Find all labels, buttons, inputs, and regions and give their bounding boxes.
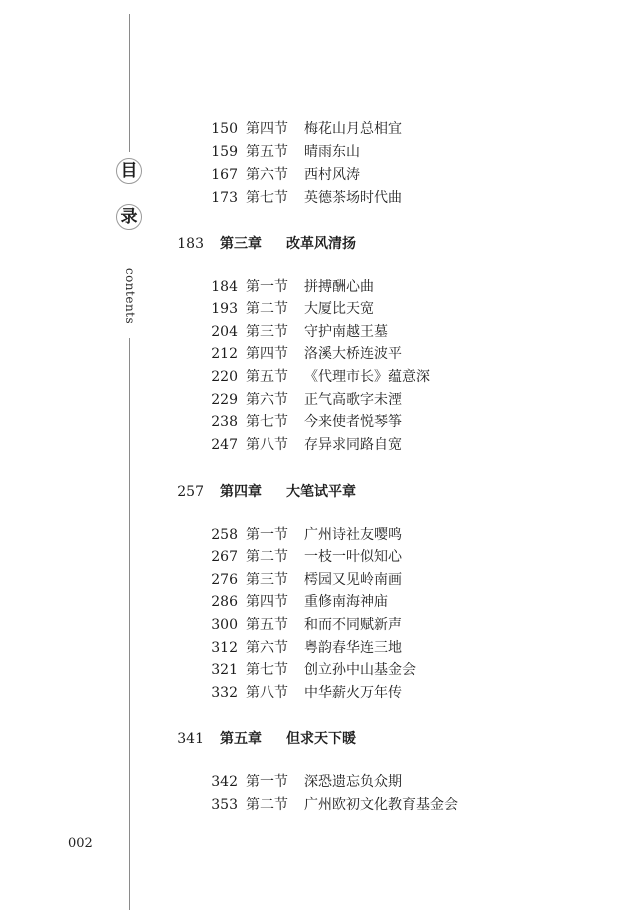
toc-heading-char-lu: 录 — [120, 207, 138, 227]
toc-page-number: 300 — [211, 617, 238, 633]
toc-entry-title: 梅花山月总相宜 — [304, 121, 402, 137]
toc-chapter-title: 大笔试平章 — [286, 484, 356, 500]
toc-section-label: 第八节 — [246, 437, 288, 453]
toc-section-label: 第二节 — [246, 301, 288, 317]
toc-section-label: 第八节 — [246, 685, 288, 701]
toc-chapter-label: 第四章 — [220, 484, 262, 500]
toc-chapter-label: 第三章 — [220, 236, 262, 252]
toc-page-number: 159 — [211, 144, 238, 160]
toc-heading-char-mu: 目 — [120, 161, 138, 181]
toc-section-label: 第二节 — [246, 797, 288, 813]
toc-page-number: 258 — [211, 527, 238, 543]
toc-entry-title: 广州诗社友嘤鸣 — [304, 527, 402, 543]
toc-page-number: 341 — [177, 731, 204, 747]
toc-entry-title: 守护南越王墓 — [304, 324, 388, 340]
toc-page-number: 286 — [211, 594, 238, 610]
toc-page-number: 193 — [211, 301, 238, 317]
toc-entry-title: 西村风涛 — [304, 167, 360, 183]
toc-chapter-label: 第五章 — [220, 731, 262, 747]
toc-page-number: 312 — [211, 640, 238, 656]
margin-rule-bottom — [129, 338, 130, 910]
toc-section-label: 第四节 — [246, 121, 288, 137]
toc-entry-title: 和而不同赋新声 — [304, 617, 402, 633]
toc-page-number: 229 — [211, 392, 238, 408]
toc-section-label: 第六节 — [246, 640, 288, 656]
toc-page-number: 173 — [211, 190, 238, 206]
toc-entry-title: 粤韵春华连三地 — [304, 640, 402, 656]
toc-page-number: 220 — [211, 369, 238, 385]
toc-section-label: 第七节 — [246, 190, 288, 206]
toc-section-label: 第四节 — [246, 594, 288, 610]
toc-entry-title: 大厦比天宽 — [304, 301, 374, 317]
toc-section-label: 第七节 — [246, 662, 288, 678]
toc-entry-title: 重修南海神庙 — [304, 594, 388, 610]
toc-page-number: 321 — [211, 662, 238, 678]
toc-entry-title: 深恐遗忘负众期 — [304, 774, 402, 790]
toc-section-label: 第四节 — [246, 346, 288, 362]
page-number: 002 — [68, 836, 93, 851]
toc-page-number: 247 — [211, 437, 238, 453]
toc-page-number: 257 — [177, 484, 204, 500]
toc-section-label: 第六节 — [246, 392, 288, 408]
toc-page-number: 342 — [211, 774, 238, 790]
toc-section-label: 第二节 — [246, 549, 288, 565]
toc-entry-title: 今来使者悦琴筝 — [304, 414, 402, 430]
toc-chapter-title: 但求天下暖 — [286, 731, 356, 747]
toc-entry-title: 一枝一叶似知心 — [304, 549, 402, 565]
toc-entry-title: 存异求同路自宽 — [304, 437, 402, 453]
toc-page-number: 183 — [177, 236, 204, 252]
toc-entry-title: 创立孙中山基金会 — [304, 662, 416, 678]
toc-page-number: 184 — [211, 279, 238, 295]
toc-chapter-title: 改革风清扬 — [286, 236, 356, 252]
toc-page-number: 150 — [211, 121, 238, 137]
margin-rule-top — [129, 14, 130, 152]
toc-section-label: 第五节 — [246, 369, 288, 385]
toc-entry-title: 英德茶场时代曲 — [304, 190, 402, 206]
toc-section-label: 第七节 — [246, 414, 288, 430]
toc-entry-title: 广州欧初文化教育基金会 — [304, 797, 458, 813]
toc-page-number: 204 — [211, 324, 238, 340]
toc-heading-english: contents — [123, 267, 137, 325]
toc-section-label: 第一节 — [246, 774, 288, 790]
toc-page-number: 332 — [211, 685, 238, 701]
toc-entry-title: 晴雨东山 — [304, 144, 360, 160]
toc-section-label: 第六节 — [246, 167, 288, 183]
toc-page-number: 238 — [211, 414, 238, 430]
toc-section-label: 第五节 — [246, 617, 288, 633]
toc-section-label: 第三节 — [246, 572, 288, 588]
toc-page-number: 212 — [211, 346, 238, 362]
toc-entry-title: 樗园又见岭南画 — [304, 572, 402, 588]
toc-entry-title: 正气高歌字未湮 — [304, 392, 402, 408]
toc-entry-title: 拼搏酬心曲 — [304, 279, 374, 295]
toc-section-label: 第五节 — [246, 144, 288, 160]
toc-section-label: 第一节 — [246, 279, 288, 295]
toc-entry-title: 《代理市长》蕴意深 — [304, 369, 430, 385]
toc-section-label: 第一节 — [246, 527, 288, 543]
toc-page-number: 167 — [211, 167, 238, 183]
toc-entry-title: 洛溪大桥连波平 — [304, 346, 402, 362]
toc-page-number: 267 — [211, 549, 238, 565]
toc-section-label: 第三节 — [246, 324, 288, 340]
toc-entry-title: 中华薪火万年传 — [304, 685, 402, 701]
toc-page-number: 353 — [211, 797, 238, 813]
toc-page-number: 276 — [211, 572, 238, 588]
